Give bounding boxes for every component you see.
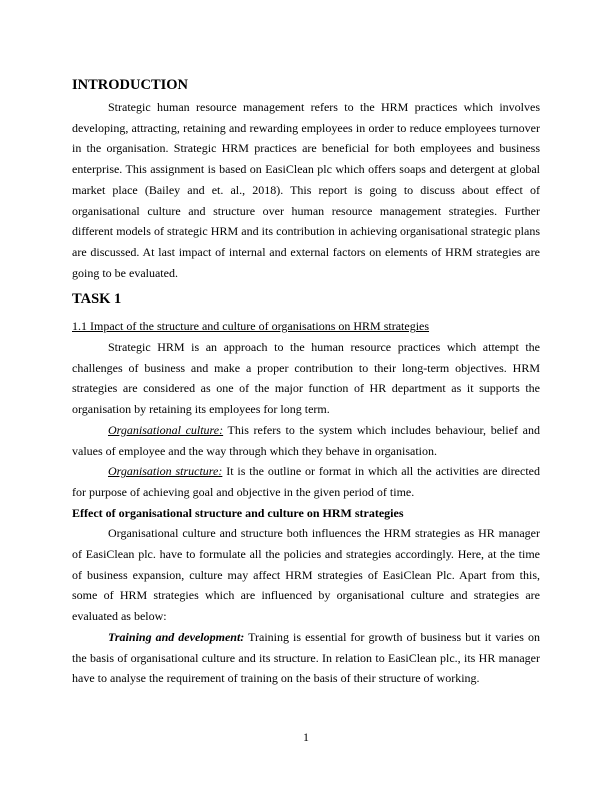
strategic-hrm-paragraph: Strategic HRM is an approach to the human resource practices which attempt the challenges of business and make a proper contribution to their long-term objectives. HRM strategies are considered as one of the major function of HR department as it supports the organisation by retaining its employees for long term. [72, 340, 540, 417]
training-text: Training is essential for growth of business but it varies on the basis of organisational culture and its structure. In relation to EasiClean plc., its HR manager have to analyse the requirement of training on the basis of their structure of working. [72, 629, 540, 686]
page-content [72, 76, 540, 689]
culture-text: This refers to the system which includes behaviour, belief and values of employee and the way through which they behave in organisation. [72, 422, 541, 458]
section-subheading-text: 1.1 Impact of the structure and culture of organisations on HRM strategies [72, 319, 430, 334]
culture-definition [72, 420, 540, 461]
task1-heading: TASK 1 [72, 291, 122, 308]
culture-term: Organisational culture: [108, 422, 224, 437]
structure-term: Organisation structure: [108, 464, 223, 479]
training-term: Training and development: [108, 629, 245, 644]
effect-heading: Effect of organisational structure and culture on HRM strategies [72, 505, 404, 520]
structure-text: It is the outline or format in which all the activities are directed for purpose of achieving goal and objective in the given period of time. [72, 464, 540, 499]
effect-paragraph: Organisational culture and structure both influences the HRM strategies as HR manager of EasiClean plc. have to formulate all the policies and strategies accordingly. Here, at the time of business expansion, culture may affect HRM strategies of EasiClean Plc. Apart from this, some of HRM strategies which are influenced by organisational culture and strategies are evaluated as below: [72, 526, 540, 624]
page-number: 1 [303, 730, 309, 744]
training-paragraph [72, 627, 540, 689]
section-subheading [72, 316, 540, 337]
introduction-heading: INTRODUCTION [72, 77, 189, 93]
structure-definition [72, 461, 540, 502]
introduction-paragraph: Strategic human resource management refers to the HRM practices which involves developing, attracting, retaining and rewarding employees in order to reduce employees turnover in the organisation. Strategic HRM practices are beneficial for both employees and business enterprise. This assignment is based on EasiClean plc which offers soaps and detergent at global market place (Bailey and et. al., 2018). This report is going to discuss about effect of organisational culture and structure over human resource management strategies. Further different models of strategic HRM and its contribution in achieving organisational strategic plans are discussed. At last impact of internal and external factors on elements of HRM strategies are going to be evaluated. [72, 100, 540, 280]
